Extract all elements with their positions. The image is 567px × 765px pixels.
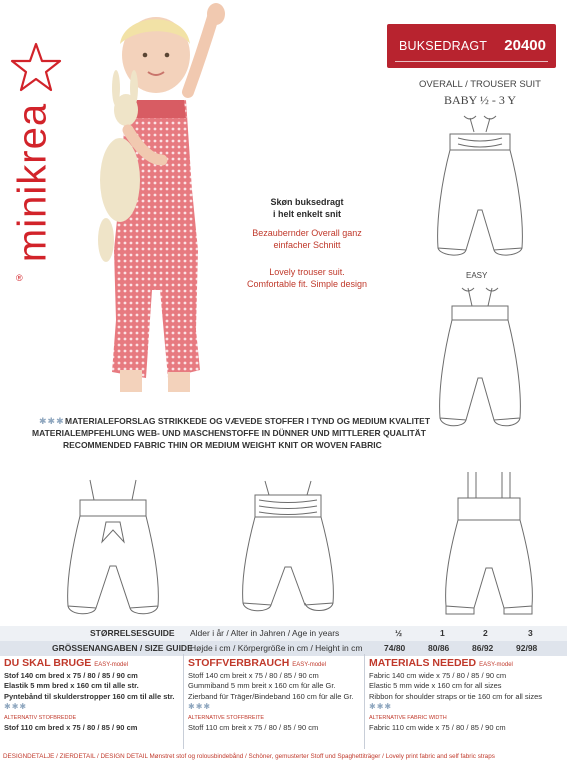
front-view-drawing	[410, 110, 550, 270]
design-detail-drawing-tie	[50, 470, 180, 620]
size-value: ½	[395, 628, 403, 638]
materials-english	[369, 658, 563, 734]
size-guide-label: GRÖSSENANGABEN / SIZE GUIDE	[52, 643, 193, 653]
header-divider	[395, 61, 548, 62]
material-line: Stoff 140 cm breit x 75 / 80 / 85 / 90 cm	[188, 670, 319, 680]
size-value: 80/86	[428, 643, 450, 653]
material-english: RECOMMENDED FABRIC THIN OR MEDIUM WEIGHT KNIT OR WOVEN FABRIC	[63, 440, 382, 450]
easy-label: EASY	[466, 271, 488, 280]
column-heading	[188, 658, 368, 671]
size-range: BABY ½ - 3 Y	[443, 93, 517, 107]
materials-german	[188, 658, 368, 734]
description-line: einfacher Schnitt	[273, 240, 341, 250]
alt-label: ALTERNATIVE STOFFBREITE	[188, 714, 265, 721]
material-line: Elastic 5 mm wide x 160 cm for all sizes	[369, 681, 502, 690]
description-line: Comfortable fit. Simple design	[246, 279, 368, 289]
model-photo	[68, 0, 228, 410]
alt-line: Stoff 110 cm breit x 75 / 80 / 85 / 90 cm	[188, 723, 319, 732]
size-value: 3	[528, 628, 533, 638]
material-line: Gummiband 5 mm breit x 160 cm für alle Gr.	[188, 681, 336, 690]
description-english	[232, 266, 382, 290]
size-row-age	[0, 626, 567, 641]
description-line: Bezaubernder Overall ganz	[252, 228, 362, 238]
registered-mark: ®	[16, 273, 23, 283]
garment-type: OVERALL / TROUSER SUIT	[419, 79, 541, 90]
footer	[0, 751, 567, 765]
size-guide-label: STØRRELSESGUIDE	[90, 628, 175, 638]
description-line: Lovely trouser suit.	[269, 267, 345, 277]
column-dots: ✱✱✱	[369, 702, 393, 711]
pattern-title: BUKSEDRAGT	[399, 39, 488, 53]
heading-text: STOFFVERBRAUCH	[188, 657, 290, 669]
material-dots: ✱✱✱	[39, 416, 65, 426]
heading-tag: EASY-model	[292, 662, 327, 668]
size-value: 92/98	[516, 643, 538, 653]
easy-view-drawing	[410, 282, 550, 442]
description-line: Skøn buksedragt	[270, 197, 344, 207]
heading-text: DU SKAL BRUGE	[4, 657, 92, 669]
design-detail-drawing-back	[424, 468, 554, 618]
design-detail-drawing-smock	[225, 475, 355, 620]
size-value: 1	[440, 628, 445, 638]
material-german: MATERIALEMPFEHLUNG WEB- UND MASCHENSTOFFE IN DÜNNER UND MITTLERER QUALITÄT	[32, 428, 426, 438]
material-line: Stof 140 cm bred x 75 / 80 / 85 / 90 cm	[4, 670, 138, 680]
size-row-height	[0, 641, 567, 656]
alt-line: Fabric 110 cm wide x 75 / 80 / 85 / 90 cm	[369, 723, 506, 732]
material-line: Elastik 5 mm bred x 160 cm til alle str.	[4, 681, 139, 690]
alt-label: ALTERNATIVE FABRIC WIDTH	[369, 714, 447, 721]
size-row-description: Højde i cm / Körpergröße in cm / Height in cm	[190, 643, 363, 653]
pattern-number: 20400	[504, 37, 546, 54]
design-detail-text: DESIGNDETALJE / ZIERDETAIL / DESIGN DETAIL Mønstret stof og rolousbindebånd / Schöner, gemusterter Stoff und Spaghettiträger / Lovely print fabric and self fabric straps	[3, 753, 495, 760]
column-dots: ✱✱✱	[188, 702, 212, 711]
alt-label: ALTERNATIV STOFBREDDE	[4, 714, 77, 721]
material-danish: MATERIALEFORSLAG STRIKKEDE OG VÆVEDE STOFFER I TYND OG MEDIUM KVALITET	[65, 416, 431, 426]
material-line: Zierband für Träger/Bindeband 160 cm für alle Gr.	[188, 691, 354, 701]
brand-logo: minikrea	[10, 102, 55, 263]
column-heading	[369, 658, 563, 671]
material-line: Ribbon for shoulder straps or tie 160 cm for all sizes	[369, 691, 542, 701]
size-row-description: Alder i år / Alter in Jahren / Age in years	[190, 628, 340, 638]
material-line: Fabric 140 cm wide x 75 / 80 / 85 / 90 cm	[369, 670, 507, 680]
heading-tag: EASY-model	[479, 662, 513, 668]
heading-tag: EASY-model	[94, 662, 129, 668]
size-value: 86/92	[472, 643, 494, 653]
description-danish	[232, 196, 382, 220]
alt-line: Stof 110 cm bred x 75 / 80 / 85 / 90 cm	[4, 723, 138, 732]
description-german	[232, 227, 382, 251]
column-heading	[4, 658, 184, 671]
materials-danish	[4, 658, 184, 734]
size-value: 74/80	[384, 643, 406, 653]
description-line: i helt enkelt snit	[272, 209, 341, 219]
size-value: 2	[483, 628, 488, 638]
column-dots: ✱✱✱	[4, 702, 28, 711]
material-line: Pyntebånd til skulderstropper 160 cm til alle str.	[4, 691, 175, 701]
pattern-header	[387, 24, 556, 68]
heading-text: MATERIALS NEEDED	[369, 657, 477, 669]
